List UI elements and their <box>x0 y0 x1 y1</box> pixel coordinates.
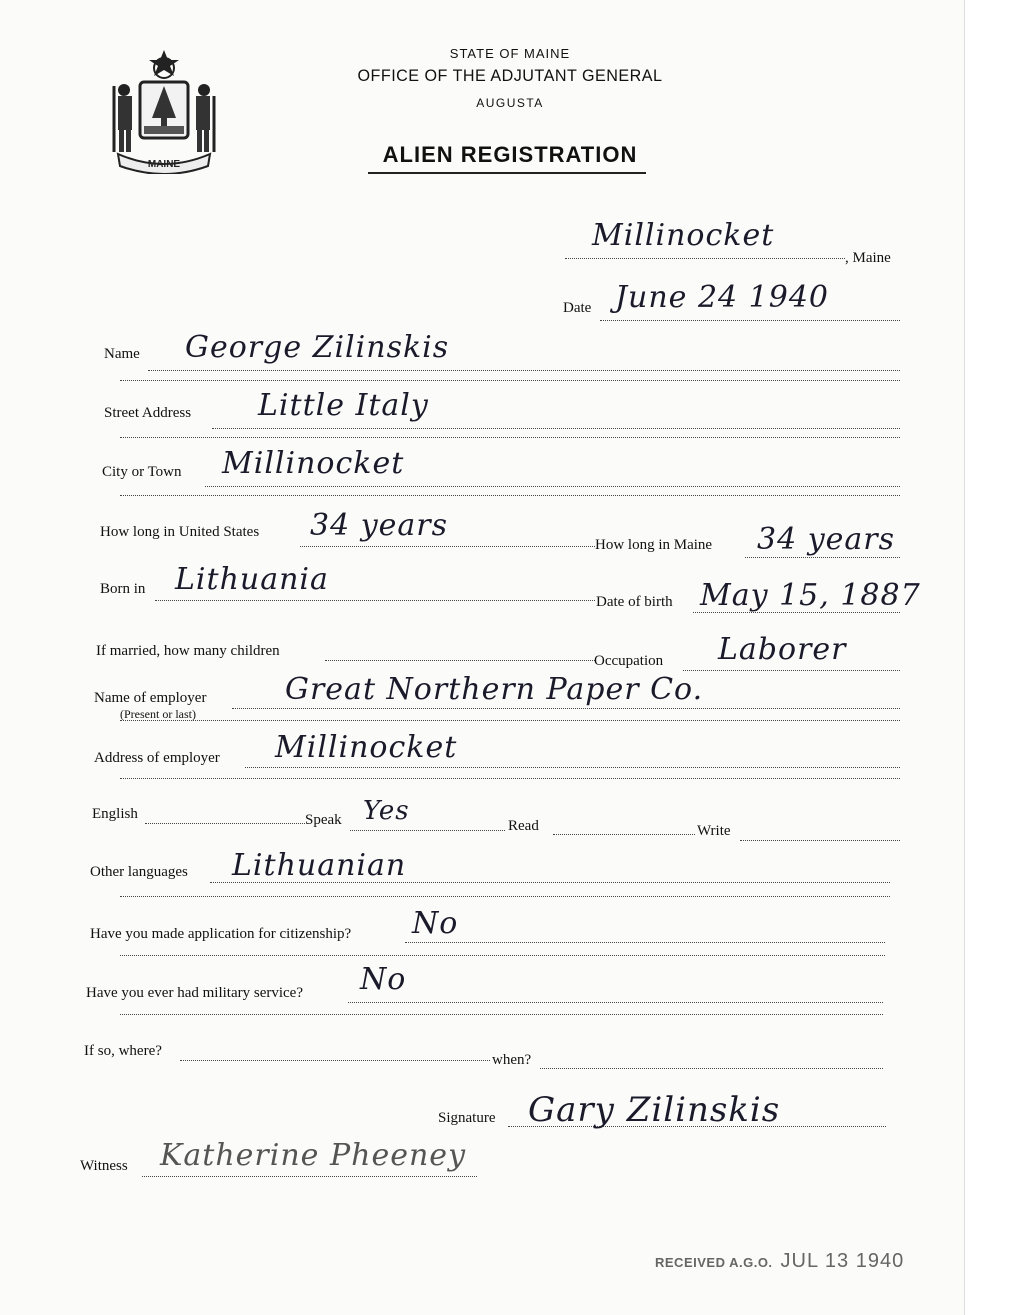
maine-label: , Maine <box>845 250 891 266</box>
us-duration-label: How long in United States <box>100 524 260 540</box>
where-line <box>180 1060 490 1061</box>
us-duration-value: 34 years <box>310 508 449 543</box>
citizenship-label: Have you made application for citizenship? <box>90 926 352 942</box>
date-value: June 24 1940 <box>615 280 830 315</box>
speak-value: Yes <box>363 796 410 826</box>
date-label: Date <box>563 300 592 316</box>
state-heading: STATE OF MAINE <box>449 46 571 61</box>
office-heading: OFFICE OF THE ADJUTANT GENERAL <box>357 66 663 85</box>
witness-value: Katherine Pheeney <box>160 1138 467 1173</box>
when-label: when? <box>492 1052 532 1068</box>
street-label: Street Address <box>104 405 192 421</box>
other-languages-line-2 <box>120 896 890 897</box>
write-line <box>740 840 900 841</box>
name-line <box>148 370 900 371</box>
born-in-label: Born in <box>100 581 146 597</box>
occupation-line <box>683 670 900 671</box>
occupation-value: Laborer <box>718 632 847 667</box>
employer-value: Great Northern Paper Co. <box>285 672 704 707</box>
employer-label: Name of employer <box>94 690 207 706</box>
employer-sublabel: (Present or last) <box>120 707 196 721</box>
city-line <box>205 486 900 487</box>
military-line <box>348 1002 883 1003</box>
form-title: ALIEN REGISTRATION <box>382 142 638 167</box>
employer-address-line <box>245 767 900 768</box>
read-line <box>553 834 695 835</box>
stamp-date: JUL 13 1940 <box>780 1250 905 1272</box>
received-stamp <box>655 1250 904 1273</box>
military-value: No <box>360 962 407 997</box>
us-duration-line <box>300 546 595 547</box>
when-line <box>540 1068 883 1069</box>
birth-date-label: Date of birth <box>596 594 673 610</box>
military-line-2 <box>120 1014 883 1015</box>
citizenship-line-2 <box>120 955 885 956</box>
maine-duration-label: How long in Maine <box>595 537 713 553</box>
born-in-value: Lithuania <box>175 562 329 597</box>
name-value: George Zilinskis <box>185 330 450 365</box>
signature-value: Gary Zilinskis <box>528 1090 781 1130</box>
name-label: Name <box>104 346 140 362</box>
signature-label: Signature <box>438 1110 496 1126</box>
citizenship-value: No <box>412 906 459 941</box>
city-line-2 <box>120 495 900 496</box>
town-line <box>565 258 845 259</box>
speak-label: Speak <box>305 812 342 828</box>
english-label: English <box>92 806 138 822</box>
employer-line <box>232 708 900 709</box>
occupation-label: Occupation <box>594 653 664 669</box>
city-value: Millinocket <box>222 446 405 481</box>
street-line <box>212 428 900 429</box>
employer-line-2 <box>120 720 900 721</box>
city-label: City or Town <box>102 464 182 480</box>
name-line-2 <box>120 380 900 381</box>
other-languages-label: Other languages <box>90 864 188 880</box>
maine-duration-value: 34 years <box>757 522 896 557</box>
citizenship-line <box>405 942 885 943</box>
where-label: If so, where? <box>84 1043 162 1059</box>
born-in-line <box>155 600 595 601</box>
witness-line <box>142 1176 477 1177</box>
read-label: Read <box>508 818 539 834</box>
employer-address-label: Address of employer <box>94 750 220 766</box>
street-value: Little Italy <box>258 388 429 423</box>
employer-address-line-2 <box>120 778 900 779</box>
birth-date-value: May 15, 1887 <box>700 578 921 613</box>
english-line <box>145 823 305 824</box>
write-label: Write <box>697 823 731 839</box>
stamp-text: RECEIVED A.G.O. <box>655 1255 773 1270</box>
speak-line <box>350 830 505 831</box>
witness-label: Witness <box>80 1158 128 1174</box>
street-line-2 <box>120 437 900 438</box>
date-line <box>600 320 900 321</box>
children-line <box>325 660 595 661</box>
city-heading: AUGUSTA <box>476 96 544 110</box>
maine-duration-line <box>745 557 900 558</box>
other-languages-value: Lithuanian <box>232 848 407 883</box>
children-label: If married, how many children <box>96 643 280 659</box>
employer-address-value: Millinocket <box>275 730 458 765</box>
seal-motto: MAINE <box>147 159 181 170</box>
town-value: Millinocket <box>592 218 775 253</box>
title-underline <box>368 172 646 174</box>
military-label: Have you ever had military service? <box>86 985 303 1001</box>
